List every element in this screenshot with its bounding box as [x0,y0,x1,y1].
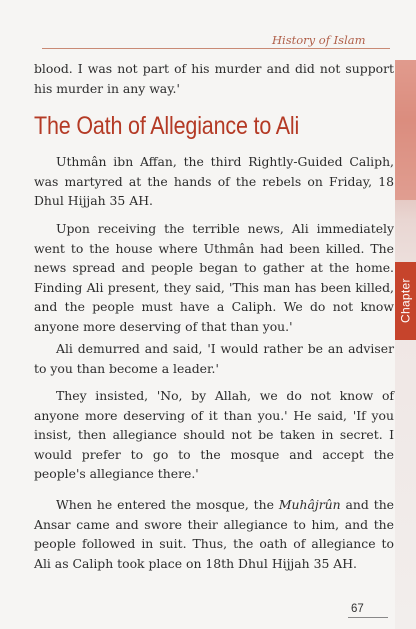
paragraph-3: Ali demurred and said, 'I would rather be an adviser to you than become a leader.' [34,341,394,376]
page-number-rule [348,617,388,618]
page-edge-band [395,60,416,629]
paragraph-continued: blood. I was not part of his murder and did not support his murder in any way.' [34,61,394,96]
chapter-tab-label: Chapter [398,278,413,324]
paragraph-1: Uthmân ibn Affan, the third Rightly-Guided Caliph, was martyred at the hands of the rebels on Friday, 18 Dhul Hijjah 35 AH. [34,154,394,208]
paragraph-5 [34,495,394,573]
paragraph-5-text-a: When he entered the mosque, the [56,497,279,512]
paragraph-4: They insisted, 'No, by Allah, we do not know of anyone more deserving of it than you.' He said, 'If you insist, then allegiance should not be taken in secret. I would prefer to go to the mosque and accept the people's allegiance there.' [34,388,394,481]
section-heading: The Oath of Allegiance to Ali [34,112,300,140]
header-rule [42,48,390,49]
paragraph-5-text-b: and the Ansar came and swore their allegiance to him, and the people followed in suit. Thus, the oath of allegiance to Ali as Caliph took place on 18th Dhul Hijjah 35 AH. [34,497,395,571]
page-number: 67 [351,603,364,615]
paragraph-2: Upon receiving the terrible news, Ali immediately went to the house where Uthmân had been killed. The news spread and people began to gather at the home. Finding Ali present, they said, 'This man has been killed, and the people must have a Caliph. We do not know anyone more deserving of that than you.' [34,221,394,334]
paragraph-5-italic-term: Muhâjrûn [278,497,341,512]
running-header: History of Islam [272,33,366,47]
